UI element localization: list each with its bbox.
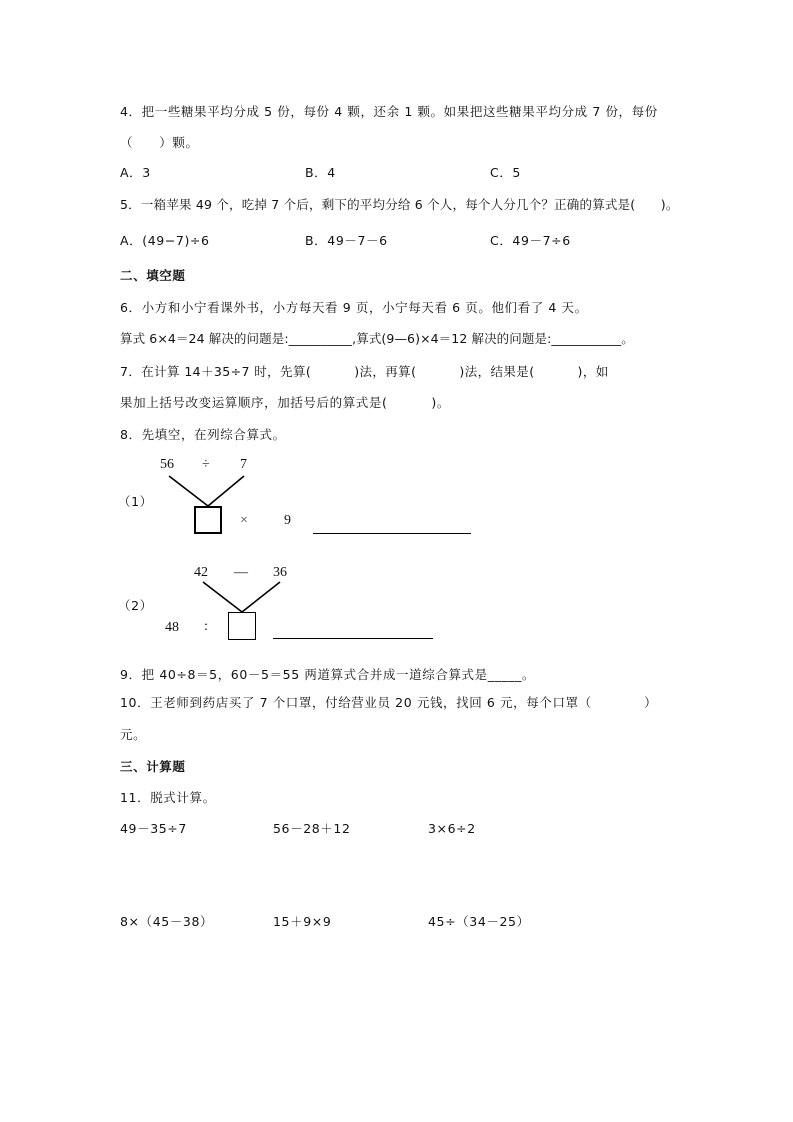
q8-part2-number-a: 42	[194, 565, 208, 580]
q4-option-b: B．4	[305, 165, 336, 180]
q11-expression: 49－35÷7	[120, 821, 187, 836]
q8-part1-label: （1）	[118, 494, 153, 509]
q7-line2: 果加上括号改变运算顺序，加括号后的算式是( )。	[120, 395, 450, 410]
q8-part1-number-b: 7	[240, 457, 247, 472]
q8-part1-answer-line[interactable]	[313, 533, 471, 534]
q10-line1: 10．王老师到药店买了 7 个口罩，付给营业员 20 元钱，找回 6 元，每个口罩（ ）	[120, 695, 658, 710]
q8-part2-label: （2）	[118, 598, 153, 613]
q10-line2: 元。	[120, 727, 147, 742]
q4-option-c: C．5	[490, 165, 521, 180]
q8-part1-number-c: 9	[284, 513, 291, 528]
q4-line2: （ ）颗。	[120, 135, 199, 150]
q9-line1: 9．把 40÷8＝5，60－5＝55 两道算式合并成一道综合算式是_____。	[120, 667, 536, 682]
q6-line2: 算式 6×4＝24 解决的问题是:__________,算式(9—6)×4＝12 解决的问题是:___________。	[120, 331, 634, 346]
q8-part2-operator-2: :	[204, 619, 208, 634]
q8-part1-operator: ÷	[202, 457, 210, 472]
q11-line1: 11．脱式计算。	[120, 790, 216, 805]
q7-line1: 7．在计算 14＋35÷7 时，先算( )法，再算( )法，结果是( )，如	[120, 364, 609, 379]
q4-line1: 4．把一些糖果平均分成 5 份，每份 4 颗，还余 1 颗。如果把这些糖果平均分成 7 份，每份	[120, 104, 658, 119]
q8-part1-answer-box[interactable]	[194, 506, 222, 534]
q8-part2-left-branch	[203, 582, 242, 612]
section-2-title: 二、填空题	[120, 268, 186, 283]
q11-expression: 3×6÷2	[428, 821, 476, 836]
q8-part2-operator: —	[234, 565, 248, 580]
q11-expression: 56－28＋12	[273, 821, 351, 836]
q8-part2-number-b: 36	[273, 565, 287, 580]
q8-part2-number-c: 48	[165, 620, 179, 635]
q8-part2-answer-box[interactable]	[228, 612, 256, 640]
q5-option-a: A．(49−7)÷6	[120, 233, 210, 248]
q8-part1-operator-2: ×	[240, 513, 248, 528]
section-3-title: 三、计算题	[120, 759, 186, 774]
q5-line1: 5．一箱苹果 49 个，吃掉 7 个后，剩下的平均分给 6 个人，每个人分几个？正确的算式是( )。	[120, 197, 679, 212]
q11-expression: 15＋9×9	[273, 914, 332, 929]
q5-option-c: C．49－7÷6	[490, 233, 571, 248]
q8-part1-left-branch	[169, 476, 208, 506]
q6-line1: 6．小方和小宁看课外书，小方每天看 9 页，小宁每天看 6 页。他们看了 4 天。	[120, 300, 588, 315]
q8-line1: 8．先填空，在列综合算式。	[120, 427, 286, 442]
q5-option-b: B．49－7－6	[305, 233, 388, 248]
q11-expression: 8×（45－38）	[120, 914, 214, 929]
q8-part1-right-branch	[208, 476, 244, 506]
q8-part2-answer-line[interactable]	[273, 638, 433, 639]
q4-option-a: A．3	[120, 165, 151, 180]
q11-expression: 45÷（34－25）	[428, 914, 530, 929]
q8-part2-right-branch	[242, 582, 280, 612]
q8-part1-number-a: 56	[160, 457, 174, 472]
